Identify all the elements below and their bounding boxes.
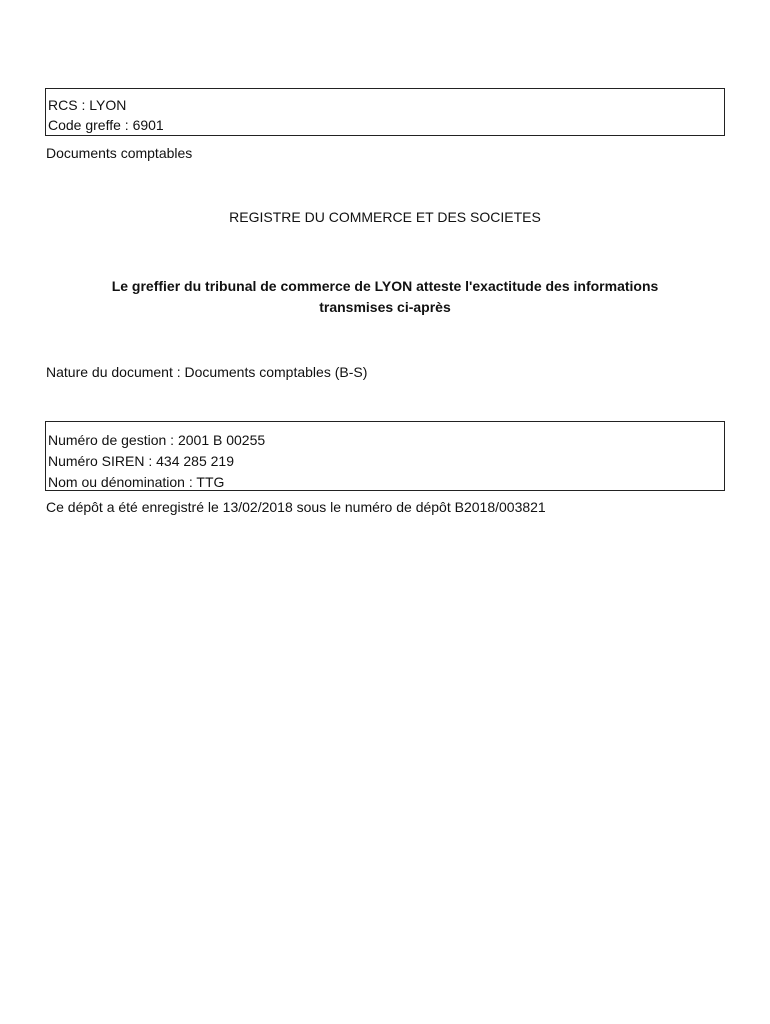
- document-nature-line: Nature du document : Documents comptables (B-S): [46, 364, 368, 380]
- code-greffe-line: Code greffe : 6901: [48, 117, 164, 133]
- attestation-line-1: Le greffier du tribunal de commerce de LYON atteste l'exactitude des informations: [111, 278, 659, 294]
- attestation-statement: [60, 276, 710, 318]
- deposit-record-line: Ce dépôt a été enregistré le 13/02/2018 sous le numéro de dépôt B2018/003821: [46, 499, 546, 515]
- company-info-box: [45, 421, 725, 491]
- rcs-line: RCS : LYON: [48, 97, 127, 113]
- denomination-line: Nom ou dénomination : TTG: [48, 474, 225, 490]
- registry-heading: REGISTRE DU COMMERCE ET DES SOCIETES: [229, 209, 541, 225]
- attestation-line-2: transmises ci-après: [319, 299, 451, 315]
- document-category-label: Documents comptables: [46, 145, 193, 161]
- numero-siren-line: Numéro SIREN : 434 285 219: [48, 453, 234, 469]
- registry-info-box: [45, 88, 725, 136]
- numero-gestion-line: Numéro de gestion : 2001 B 00255: [48, 432, 266, 448]
